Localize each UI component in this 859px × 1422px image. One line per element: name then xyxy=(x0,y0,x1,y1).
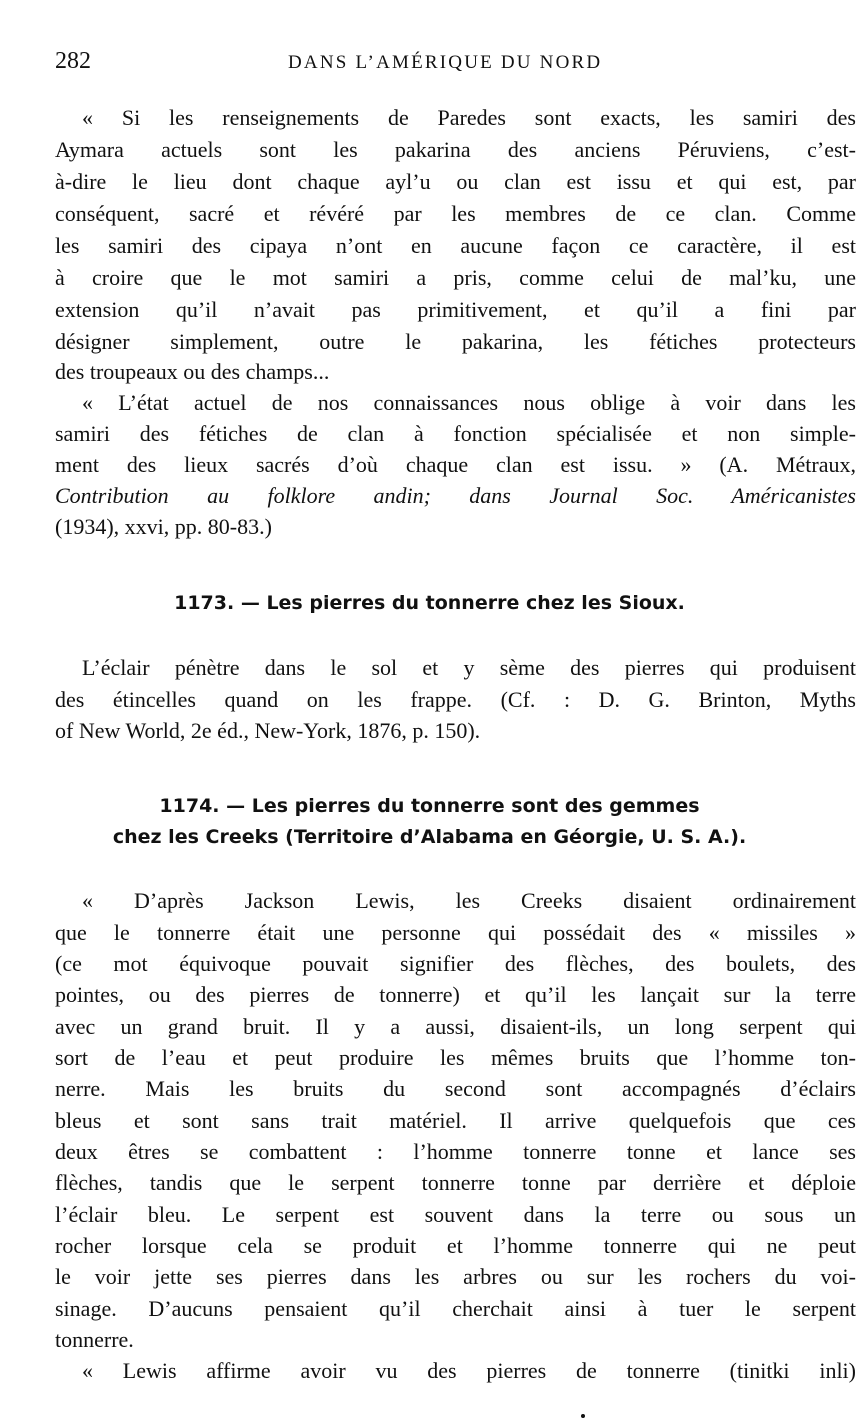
text-line: « Si les renseignements de Paredes sont exacts, les samiri des xyxy=(82,105,856,130)
section-heading-1173: 1173. — Les pierres du tonnerre chez les Sioux. xyxy=(174,592,685,614)
text-line: des étincelles quand on les frappe. (Cf. : D. G. Brinton, Myths xyxy=(55,687,856,712)
text-line: rocher lorsque cela se produit et l’homme tonnerre qui ne peut xyxy=(55,1233,856,1258)
section-heading-1174-line2: chez les Creeks (Territoire d’Alabama en Géorgie, U. S. A.). xyxy=(112,826,747,848)
running-title: DANS L’AMÉRIQUE DU NORD xyxy=(288,52,603,73)
ink-dot xyxy=(581,1414,585,1418)
text-line: conséquent, sacré et révéré par les membres de ce clan. Comme xyxy=(55,201,856,226)
text-line: « L’état actuel de nos connaissances nous oblige à voir dans les xyxy=(82,390,856,415)
text-line: bleus et sont sans trait matériel. Il arrive quelquefois que ces xyxy=(55,1108,856,1133)
text-line: tonnerre. xyxy=(55,1327,134,1352)
page-number: 282 xyxy=(55,48,91,74)
text-line: sort de l’eau et peut produire les mêmes bruits que l’homme ton- xyxy=(55,1045,856,1070)
section-heading-1174-line1: 1174. — Les pierres du tonnerre sont des gemmes xyxy=(159,795,700,817)
text-line: pointes, ou des pierres de tonnerre) et qu’il les lançait sur la terre xyxy=(55,982,856,1007)
text-line: « Lewis affirme avoir vu des pierres de tonnerre (tinitki inli) xyxy=(82,1358,856,1383)
text-line: flèches, tandis que le serpent tonnerre tonne par derrière et déploie xyxy=(55,1170,856,1195)
text-line: Aymara actuels sont les pakarina des anciens Péruviens, c’est- xyxy=(55,137,856,162)
text-line: des troupeaux ou des champs... xyxy=(55,359,330,384)
text-line: l’éclair bleu. Le serpent est souvent dans la terre ou sous un xyxy=(55,1202,856,1227)
text-line: à-dire le lieu dont chaque ayl’u ou clan est issu et qui est, par xyxy=(55,169,856,194)
text-line: extension qu’il n’avait pas primitivement, et qu’il a fini par xyxy=(55,297,856,322)
text-line: (ce mot équivoque pouvait signifier des flèches, des boulets, des xyxy=(55,951,856,976)
text-line: Contribution au folklore andin; dans Journal Soc. Américanistes xyxy=(55,483,856,508)
text-line: samiri des fétiches de clan à fonction spécialisée et non simple- xyxy=(55,421,856,446)
text-line: à croire que le mot samiri a pris, comme celui de mal’ku, une xyxy=(55,265,856,290)
text-line: le voir jette ses pierres dans les arbres ou sur les rochers du voi- xyxy=(55,1264,856,1289)
text-line: les samiri des cipaya n’ont en aucune façon ce caractère, il est xyxy=(55,233,856,258)
text-line: désigner simplement, outre le pakarina, les fétiches protecteurs xyxy=(55,329,856,354)
text-line: sinage. D’aucuns pensaient qu’il cherchait ainsi à tuer le serpent xyxy=(55,1296,856,1321)
text-line: (1934), xxvi, pp. 80-83.) xyxy=(55,514,272,539)
text-line: L’éclair pénètre dans le sol et y sème des pierres qui produisent xyxy=(82,655,856,680)
text-line: of New World, 2e éd., New-York, 1876, p. 150). xyxy=(55,718,481,743)
page-header xyxy=(55,48,855,82)
text-line: nerre. Mais les bruits du second sont accompagnés d’éclairs xyxy=(55,1076,856,1101)
text-line: « D’après Jackson Lewis, les Creeks disaient ordinairement xyxy=(82,888,856,913)
text-line: deux êtres se combattent : l’homme tonnerre tonne et lance ses xyxy=(55,1139,856,1164)
text-line: avec un grand bruit. Il y a aussi, disaient-ils, un long serpent qui xyxy=(55,1014,856,1039)
text-line: ment des lieux sacrés d’où chaque clan est issu. » (A. Métraux, xyxy=(55,452,856,477)
text-line: que le tonnerre était une personne qui possédait des « missiles » xyxy=(55,920,856,945)
